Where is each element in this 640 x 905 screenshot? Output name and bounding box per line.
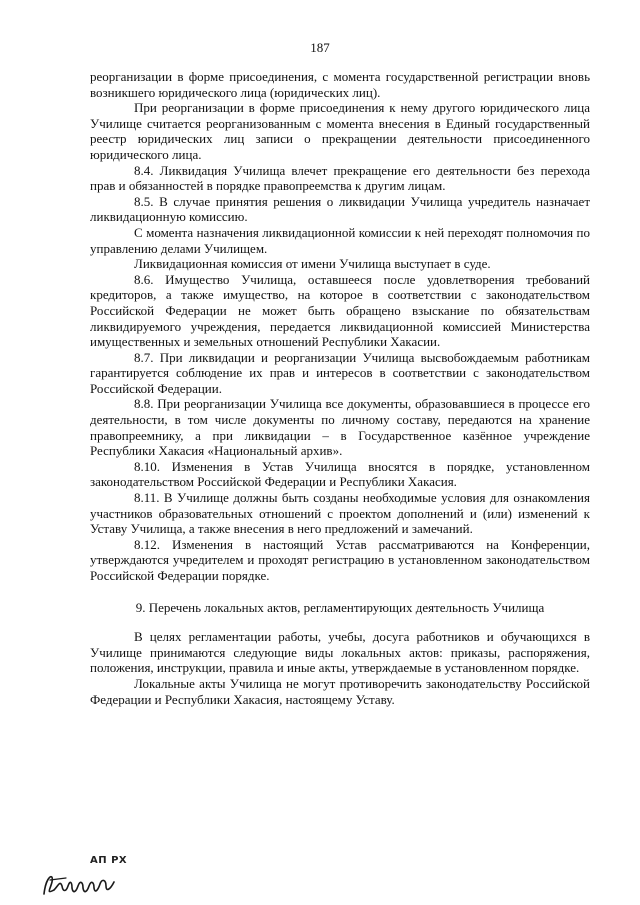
paragraph: С момента назначения ликвидационной комиссии к ней переходят полномочия по управлению делами Училищем. bbox=[90, 224, 590, 256]
paragraph: 8.10. Изменения в Устав Училища вносятся в порядке, установленном законодательством Российской Федерации и Республики Хакасия. bbox=[90, 458, 590, 490]
paragraph: 8.12. Изменения в настоящий Устав рассматриваются на Конференции, утверждаются учредителем и проходят регистрацию в установленном законодательством Российской Федерации порядке. bbox=[90, 536, 590, 583]
archive-stamp: АП РХ bbox=[90, 855, 128, 866]
paragraph: 8.7. При ликвидации и реорганизации Училища высвобождаемым работникам гарантируется соблюдение их прав и интересов в соответствии с законодательством Российской Федерации. bbox=[90, 349, 590, 396]
paragraph: В целях регламентации работы, учебы, досуга работников и обучающихся в Училище принимаются следующие виды локальных актов: приказы, распоряжения, положения, инструкции, правила и иные акты, утверждаемые в установленном порядке. bbox=[90, 629, 590, 676]
paragraph: Локальные акты Училища не могут противоречить законодательству Российской Федерации и Республики Хакасия, настоящему Уставу. bbox=[90, 675, 590, 707]
paragraph: Ликвидационная комиссия от имени Училища выступает в суде. bbox=[134, 256, 491, 272]
paragraph: 8.6. Имущество Училища, оставшееся после удовлетворения требований кредиторов, а также имущество, на которое в соответствии с законодательством Российской Федерации не может быть обращено взыскание по обязательствам ликвидируемого учреждения, передается ликвидационной комиссией Министерства имущественных и земельных отношений Республики Хакасии. bbox=[90, 271, 590, 350]
page-number: 187 bbox=[310, 40, 330, 55]
paragraph: 8.5. В случае принятия решения о ликвидации Училища учредитель назначает ликвидационную комиссию. bbox=[90, 193, 590, 225]
paragraph: 8.8. При реорганизации Училища все документы, образовавшиеся в процессе его деятельности, в том числе документы по личному составу, передаются на хранение правопреемнику, а при ликвидации – в Государственное казённое учреждение Республики Хакасия «Национальный архив». bbox=[90, 396, 590, 459]
paragraph: 8.11. В Училище должны быть созданы необходимые условия для ознакомления участников образовательных отношений с проектом дополнений и (или) изменений к Уставу Училища, а также внесения в него предложений и замечаний. bbox=[90, 490, 590, 537]
paragraph: 8.4. Ликвидация Училища влечет прекращение его деятельности без перехода прав и обязанностей в порядке правопреемства к другим лицам. bbox=[90, 162, 590, 194]
handwritten-signature-icon bbox=[40, 868, 120, 900]
paragraph: При реорганизации в форме присоединения к нему другого юридического лица Училище считается реорганизованным с момента внесения в Единый государственный реестр юридических лиц записи о прекращении деятельности присоединенного юридического лица. bbox=[90, 100, 590, 162]
paragraph: реорганизации в форме присоединения, с момента государственной регистрации вновь возникшего юридического лица (юридических лиц). bbox=[90, 69, 590, 100]
document-body bbox=[90, 69, 590, 707]
section-heading: 9. Перечень локальных актов, регламентирующих деятельность Училища bbox=[135, 599, 545, 615]
